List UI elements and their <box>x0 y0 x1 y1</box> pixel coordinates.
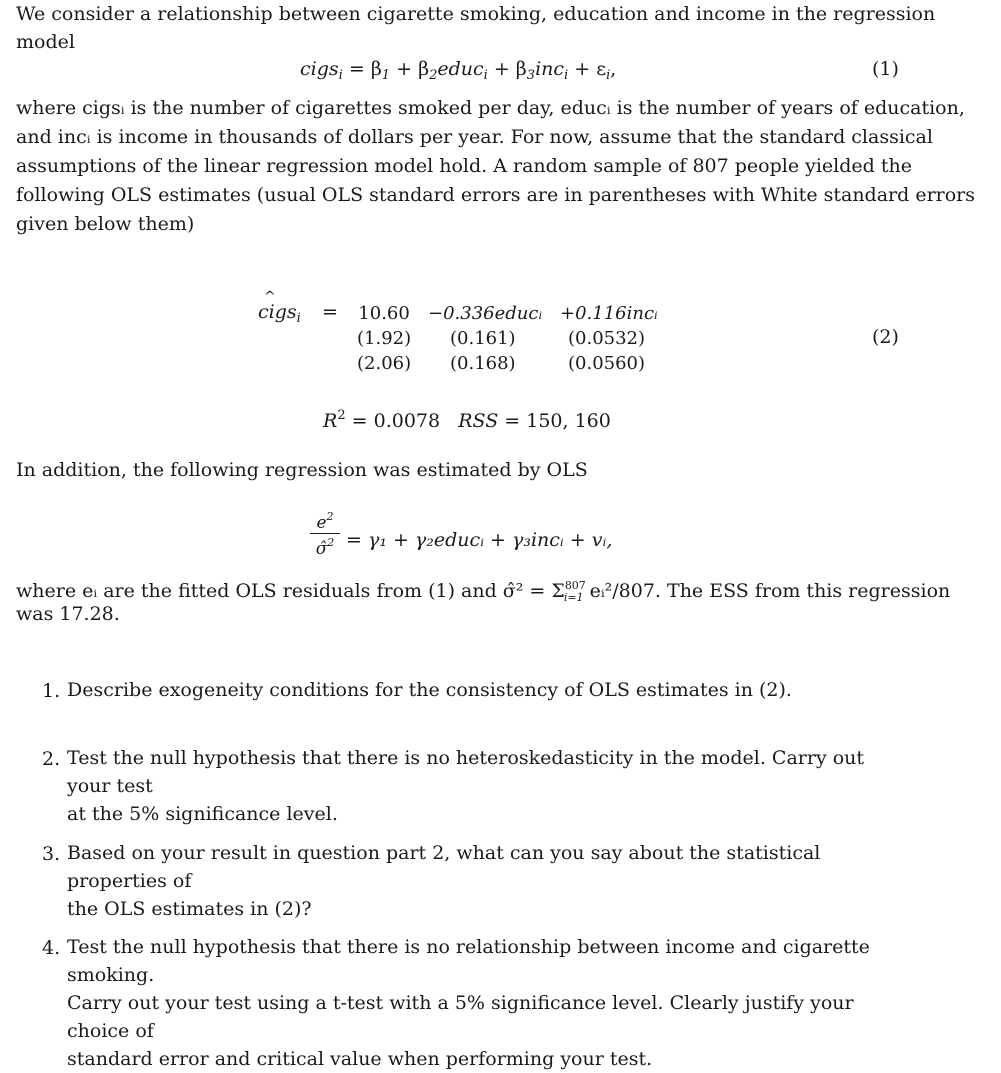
aux-rhs: = γ₁ + γ₂educᵢ + γ₃incᵢ + vᵢ, <box>346 529 613 551</box>
equation-1: cigs$_i$ = $\beta_1$ + $\beta_2educ_i + \beta_3inc_i + \varepsilon_i$, <box>300 58 617 83</box>
eq1-rhs: $\beta_1$ + $\beta_2educ_i + \beta_3inc_i + \varepsilon_i$, <box>370 58 617 83</box>
eq2-column-inc: +0.116incᵢ (0.0532) (0.0560) <box>560 303 658 374</box>
definitions-line-4: following OLS estimates (usual OLS standard errors are in parentheses with White standard errors <box>16 184 976 206</box>
definitions-line-1: where cigsᵢ is the number of cigarettes smoked per day, educᵢ is the number of years of education, <box>16 97 965 119</box>
definitions-line-3: assumptions of the linear regression model hold. A random sample of 807 people yielded the <box>16 155 912 177</box>
eq2-equals: = <box>322 301 338 323</box>
eq2-column-educ: −0.336educᵢ (0.161) (0.168) <box>428 303 543 374</box>
intro-line-2: model <box>16 31 75 53</box>
fit-statistics: $R^2 = 0.0078$ RSS = 150, 160 <box>323 408 611 432</box>
equation-2-label: (2) <box>872 326 899 348</box>
aux-denominator: σ̂$^2$ <box>315 536 335 559</box>
intro-line-1: We consider a relationship between cigarette smoking, education and income in the regression <box>16 3 936 25</box>
aux-ess-line: was 17.28. <box>16 603 120 625</box>
hat-symbol: ^ <box>264 289 276 305</box>
eq2-lhs: ^ cigs$_i$ <box>258 289 301 326</box>
eq1-lhs: cigs <box>300 58 339 80</box>
aux-numerator: $e^2$ <box>316 510 334 533</box>
aux-fraction-bar <box>310 533 340 534</box>
eq2-column-intercept: 10.60 (1.92) (2.06) <box>357 303 412 374</box>
aux-intro: In addition, the following regression was estimated by OLS <box>16 459 588 481</box>
definitions-line-5: given below them) <box>16 213 195 235</box>
definitions-line-2: and incᵢ is income in thousands of dollars per year. For now, assume that the standard classical <box>16 126 933 148</box>
aux-where-line: where eᵢ are the fitted OLS residuals from (1) and σ̂² = $\Sigma^{807}_{i=1}$ eᵢ²/807. The ESS from this regression <box>16 579 951 604</box>
equation-1-label: (1) <box>872 58 899 80</box>
